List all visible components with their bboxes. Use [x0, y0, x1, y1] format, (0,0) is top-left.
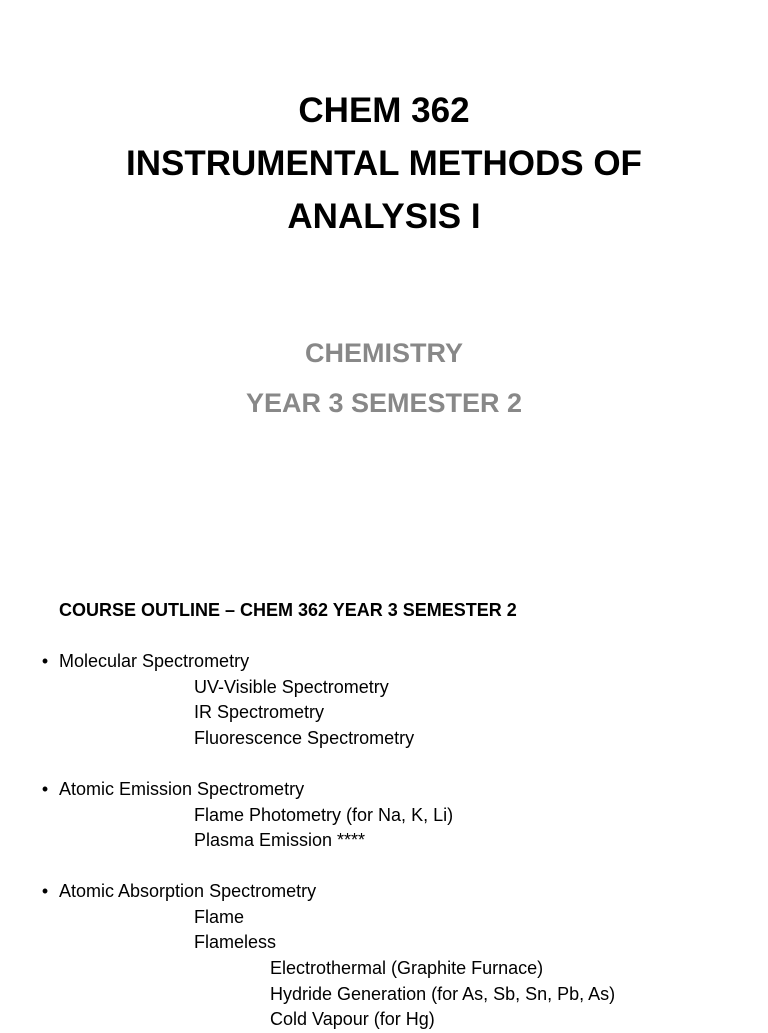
list-subitem: Cold Vapour (for Hg)	[270, 1009, 435, 1029]
list-item: Fluorescence Spectrometry	[194, 728, 415, 748]
course-title	[0, 84, 768, 243]
course-code: CHEM 362	[298, 91, 470, 130]
year-semester: YEAR 3 SEMESTER 2	[245, 388, 523, 418]
bullet-icon: •	[41, 881, 49, 901]
list-subitem: Hydride Generation (for As, Sb, Sn, Pb, As)	[270, 984, 616, 1004]
list-item: IR Spectrometry	[194, 702, 325, 722]
course-name-line-1: INSTRUMENTAL METHODS OF	[126, 144, 642, 183]
section-atomic-absorption-spectrometry: Atomic Absorption Spectrometry	[59, 881, 317, 901]
course-subtitle	[0, 328, 768, 428]
list-item: UV-Visible Spectrometry	[194, 677, 389, 697]
list-item: Flame Photometry (for Na, K, Li)	[194, 805, 454, 825]
list-item: Plasma Emission ****	[194, 830, 366, 850]
section-molecular-spectrometry: Molecular Spectrometry	[59, 651, 250, 671]
section-atomic-emission-spectrometry: Atomic Emission Spectrometry	[59, 779, 305, 799]
outline-heading: COURSE OUTLINE – CHEM 362 YEAR 3 SEMESTER 2	[59, 600, 517, 620]
list-item: Flame	[194, 907, 245, 927]
bullet-icon: •	[41, 779, 49, 799]
department: CHEMISTRY	[304, 338, 463, 368]
list-item: Flameless	[194, 932, 277, 952]
list-subitem: Electrothermal (Graphite Furnace)	[270, 958, 544, 978]
bullet-icon: •	[41, 651, 49, 671]
course-name-line-2: ANALYSIS I	[287, 197, 481, 236]
